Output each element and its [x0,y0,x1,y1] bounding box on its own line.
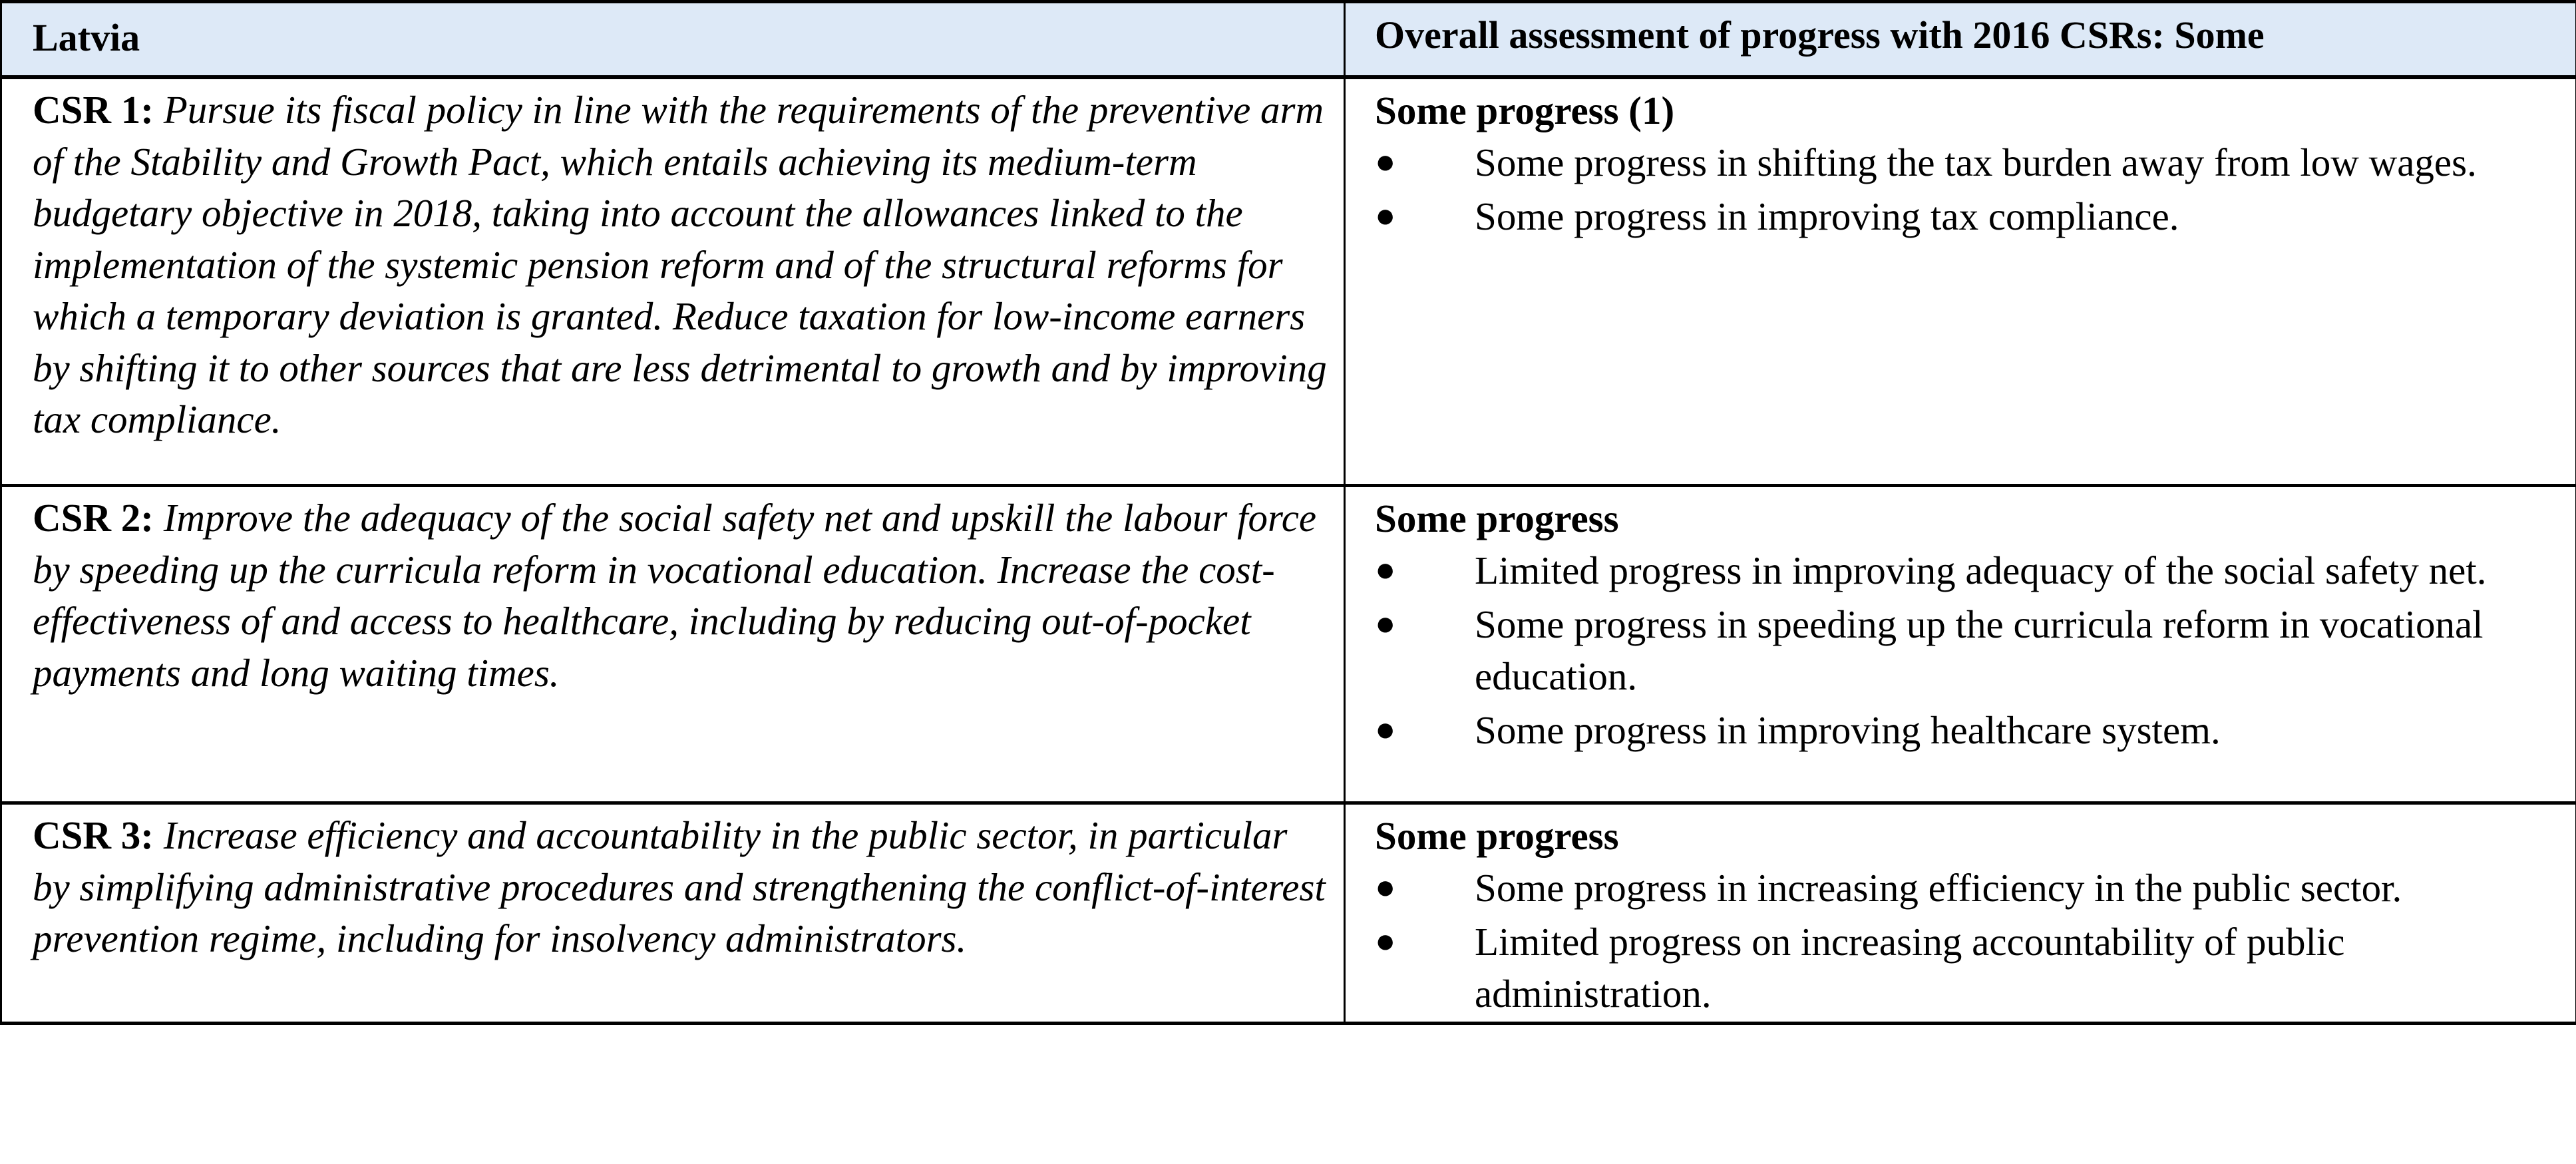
assessment-header-cell [1345,2,2576,78]
csr-label: CSR 2: [33,496,154,540]
csr-cell [1,77,1345,486]
table-row [1,77,2576,486]
list-item: ● Limited progress in improving adequacy of the social safety net. [1375,544,2562,596]
table-row [1,803,2576,1024]
csr-text: Increase efficiency and accountability in the public sector, in particular by simplifying administrative procedures and strengthening the conflict-of-interest prevention regime, including for insolvency administrators. [33,813,1326,960]
list-item: ● Some progress in improving tax compliance. [1375,190,2562,242]
bullet-icon: ● [1375,922,1396,960]
assessment-list [1375,862,2562,1020]
assessment-list [1375,544,2562,756]
csr-cell [1,803,1345,1024]
assessment-title: Some progress (1) [1375,89,1675,132]
list-item: ● Some progress in increasing efficiency in the public sector. [1375,862,2562,914]
bullet-icon: ● [1375,551,1396,589]
assessment-cell [1345,486,2576,803]
csr-cell [1,486,1345,803]
table-row [1,486,2576,803]
assessment-list [1375,136,2562,242]
list-item: ● Some progress in speeding up the curricula reform in vocational education. [1375,598,2562,702]
csr-text: Improve the adequacy of the social safety net and upskill the labour force by speeding up the curricula reform in vocational education. Increase the cost-effectiveness of and access to healthcare, including by reducing out-of-pocket payments and long waiting times. [33,496,1317,695]
assessment-title: Some progress [1375,496,1619,540]
bullet-icon: ● [1375,143,1396,181]
csr-label: CSR 3: [33,813,154,857]
bullet-icon: ● [1375,711,1396,749]
list-item: ● Some progress in shifting the tax burden away from low wages. [1375,136,2562,188]
bullet-icon: ● [1375,197,1396,235]
country-header-cell [1,2,1345,78]
list-item: ● Limited progress on increasing accountability of public administration. [1375,916,2562,1020]
country-name: Latvia [33,16,140,59]
bullet-icon: ● [1375,869,1396,906]
assessment-cell [1345,77,2576,486]
assessment-title: Some progress [1375,814,1619,858]
table-header-row [1,2,2576,78]
assessment-cell [1345,803,2576,1024]
csr-text: Pursue its fiscal policy in line with the requirements of the preventive arm of the Stability and Growth Pact, which entails achieving its medium-term budgetary objective in 2018, taking into account the allowances linked to the implementation of the systemic pension reform and of the structural reforms for which a temporary deviation is granted. Reduce taxation for low-income earners by shifting it to other sources that are less detrimental to growth and by improving tax compliance. [33,88,1327,441]
csr-label: CSR 1: [33,88,154,132]
overall-assessment-title: Overall assessment of progress with 2016 CSRs: Some [1375,13,2265,57]
bullet-icon: ● [1375,605,1396,643]
list-item: ● Some progress in improving healthcare system. [1375,704,2562,756]
